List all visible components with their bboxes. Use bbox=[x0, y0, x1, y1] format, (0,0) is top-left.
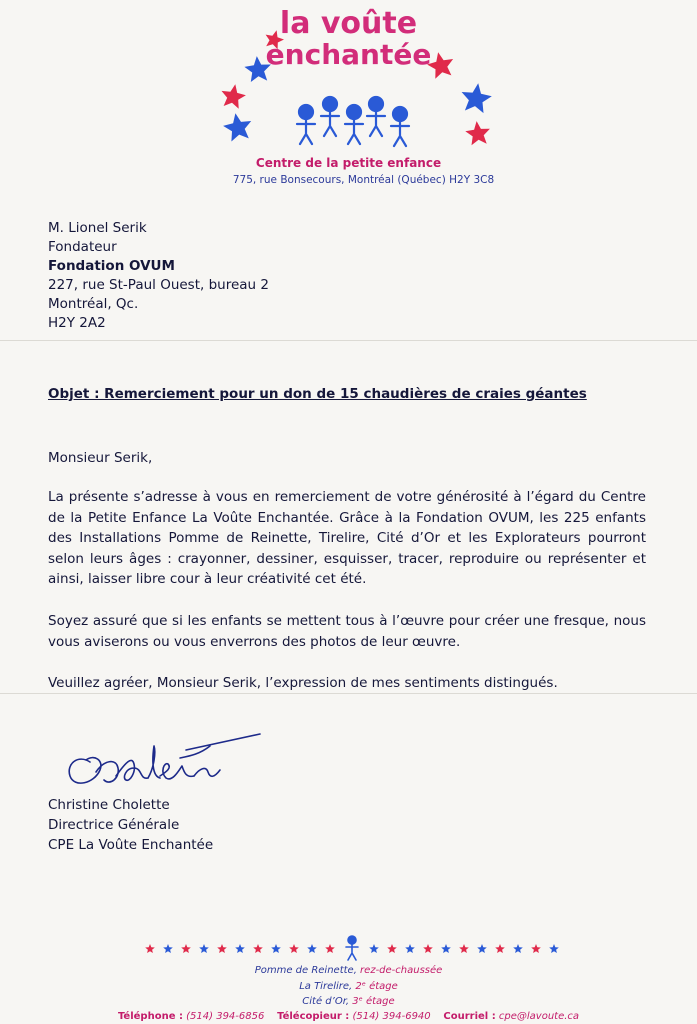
handwritten-signature bbox=[60, 732, 290, 802]
logo-title-line1: la voûte bbox=[279, 6, 418, 41]
star-icon bbox=[222, 84, 246, 109]
footer-stars-row bbox=[0, 932, 697, 964]
fax-number: (514) 394-6940 bbox=[349, 1011, 431, 1022]
star-icon bbox=[459, 944, 469, 953]
greeting: Monsieur Serik, bbox=[48, 450, 153, 466]
letterhead-subtitle: Centre de la petite enfance bbox=[255, 156, 442, 170]
star-icon bbox=[423, 944, 433, 953]
star-icon bbox=[223, 113, 251, 141]
star-icon bbox=[253, 944, 263, 953]
paper-fold-line bbox=[0, 340, 697, 341]
footer-line3-floor: 3ᵉ étage bbox=[349, 996, 395, 1007]
star-icon bbox=[271, 944, 281, 953]
subject-line: Objet : Remerciement pour un don de 15 chaudières de craies géantes bbox=[48, 386, 587, 402]
recipient-street: 227, rue St-Paul Ouest, bureau 2 bbox=[48, 277, 269, 293]
star-icon bbox=[462, 83, 492, 113]
body-paragraph-1: La présente s’adresse à vous en remerciement de votre générosité à l’égard du Centre de la Petite Enfance La Voûte Enchantée. Grâce à la Fondation OVUM, les 225 enfants des Installations Pomme de Reinette, Tirelire, Cité d’Or et les Explorateurs pourront selon leurs âges : crayonner, dessiner, esquisser, tracer, reproduire ou représenter et ainsi, laisser libre cour à leur créativité cet été. bbox=[48, 489, 646, 587]
signer-organization: CPE La Voûte Enchantée bbox=[48, 837, 214, 853]
paper-fold-line bbox=[0, 693, 697, 694]
recipient-name: M. Lionel Serik bbox=[48, 220, 147, 236]
signer-name: Christine Cholette bbox=[48, 797, 170, 813]
star-icon bbox=[199, 944, 209, 953]
star-icon bbox=[145, 944, 155, 953]
star-icon bbox=[325, 944, 335, 953]
star-icon bbox=[181, 944, 191, 953]
star-icon bbox=[441, 944, 451, 953]
email-address: cpe@lavoute.ca bbox=[495, 1011, 580, 1022]
star-icon bbox=[513, 944, 523, 953]
star-icon bbox=[477, 944, 487, 953]
email-label: Courriel : bbox=[443, 1011, 496, 1022]
children-figures-icon bbox=[297, 97, 409, 146]
star-icon bbox=[163, 944, 173, 953]
recipient-address bbox=[48, 219, 269, 333]
footer-line1-name: Pomme de Reinette, bbox=[254, 965, 357, 976]
star-icon bbox=[531, 944, 541, 953]
fax-label: Télécopieur : bbox=[277, 1011, 350, 1022]
star-icon bbox=[495, 944, 505, 953]
footer-line2-name: La Tirelire, bbox=[299, 981, 353, 992]
letterhead-address: 775, rue Bonsecours, Montréal (Québec) H2Y 3C8 bbox=[232, 174, 495, 186]
closing-formula: Veuillez agréer, Monsieur Serik, l’expression de mes sentiments distingués. bbox=[48, 675, 558, 691]
footer-installation-2 bbox=[0, 981, 697, 992]
star-icon bbox=[217, 944, 227, 953]
signer-block bbox=[48, 795, 213, 855]
body-paragraph-2: Soyez assuré que si les enfants se mettent tous à l’œuvre pour créer une fresque, nous vous aviserons ou vous enverrons des photos de leur œuvre. bbox=[48, 613, 646, 650]
footer-child-icon bbox=[346, 936, 358, 960]
star-icon bbox=[307, 944, 317, 953]
phone-label: Téléphone : bbox=[117, 1011, 183, 1022]
footer-installation-3 bbox=[0, 996, 697, 1007]
star-icon bbox=[235, 944, 245, 953]
star-icon bbox=[465, 121, 490, 145]
recipient-organization: Fondation OVUM bbox=[48, 258, 175, 274]
recipient-postal: H2Y 2A2 bbox=[48, 315, 106, 331]
footer-line2-floor: 2ᵉ étage bbox=[352, 981, 398, 992]
footer-contact-line bbox=[0, 1011, 697, 1022]
logo-title-line2: enchantée bbox=[265, 38, 432, 71]
footer-installation-1 bbox=[0, 965, 697, 976]
signer-title: Directrice Générale bbox=[48, 817, 180, 833]
star-icon bbox=[387, 944, 397, 953]
star-icon bbox=[549, 944, 559, 953]
star-icon bbox=[405, 944, 415, 953]
star-icon bbox=[369, 944, 379, 953]
recipient-city: Montréal, Qc. bbox=[48, 296, 139, 312]
phone-number: (514) 394-6856 bbox=[182, 1011, 265, 1022]
footer-line1-floor: rez-de-chaussée bbox=[356, 965, 443, 976]
recipient-role: Fondateur bbox=[48, 239, 117, 255]
footer-line3-name: Cité d’Or, bbox=[302, 996, 350, 1007]
star-icon bbox=[289, 944, 299, 953]
letterhead bbox=[0, 0, 697, 200]
